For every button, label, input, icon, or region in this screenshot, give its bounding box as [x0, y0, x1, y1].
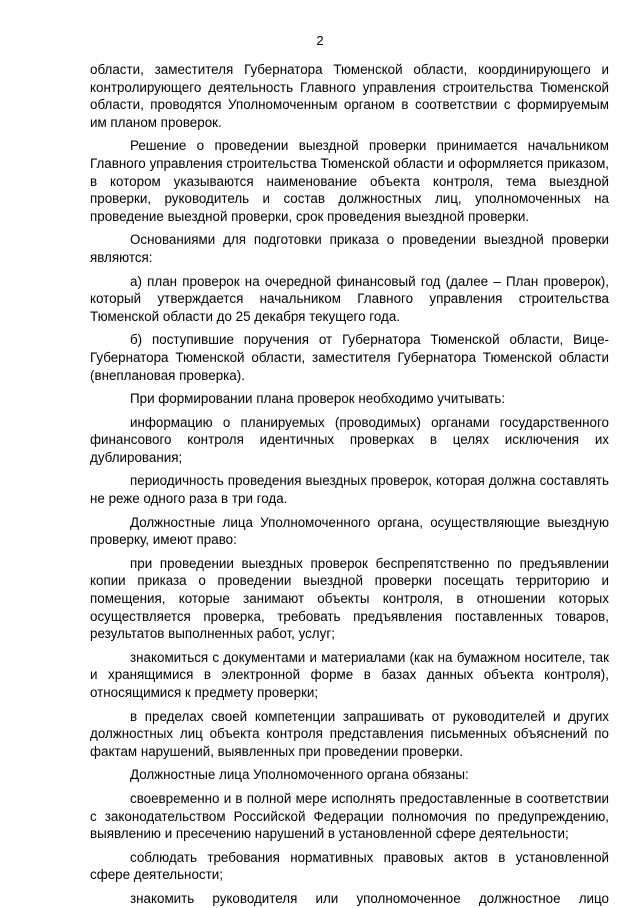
paragraph-obligation-inform: знакомить руководителя или уполномоченное должностное лицо: [130, 890, 609, 906]
paragraph-grounds: Основаниями для подготовки приказа о проведении выездной проверки являются:: [90, 232, 609, 265]
paragraph-plan-forming: При формировании плана проверок необходимо учитывать:: [130, 391, 506, 407]
paragraph-obligation-compliance: соблюдать требования нормативных правовых актов в установленной сфере деятельности;: [90, 849, 609, 883]
document-body: [90, 61, 609, 908]
paragraph-continuation: области, заместителя Губернатора Тюменской области, координирующего и контролирующего деятельность Главного управления строительства Тюменской области, проводятся Уполномоченным органом в соответствии с формируемым им планом проверок.: [90, 62, 609, 130]
paragraph-plan-frequency: периодичность проведения выездных проверок, которая должна составлять не реже одного раза в три года.: [90, 473, 609, 507]
paragraph-rights: Должностные лица Уполномоченного органа, осуществляющие выездную проверку, имеют право:: [90, 514, 609, 548]
paragraph-obligation-powers: своевременно и в полной мере исполнять предоставленные в соответствии с законодательством Российской Федерации полномочия по предупреждению, выявлению и пресечению нарушений в установленной сфере деятельности;: [90, 790, 609, 842]
paragraph-right-explanations: в пределах своей компетенции запрашивать от руководителей и других должностных лиц объекта контроля представления письменных объяснений по фактам нарушений, выявленных при проведении проверки.: [90, 708, 609, 759]
paragraph-ground-b: б) поступившие поручения от Губернатора Тюменской области, Вице-Губернатора Тюменской области, заместителя Губернатора Тюменской области (внеплановая проверка).: [90, 332, 609, 383]
page-number: 2: [316, 33, 324, 48]
paragraph-plan-info: информацию о планируемых (проводимых) органами государственного финансового контроля идентичных проверках в целях исключения их дублирования;: [90, 414, 609, 465]
paragraph-ground-a: а) план проверок на очередной финансовый год (далее – План проверок), который утверждается начальником Главного управления строительства Тюменской области до 25 декабря текущего года.: [90, 273, 609, 324]
paragraph-right-access: при проведении выездных проверок беспрепятственно по предъявлении копии приказа о проведении выездной проверки посещать территорию и помещения, которые занимают объекты контроля, в отношении которых осуществляется проверка, требовать предъявления поставленных товаров, результатов выполненных работ, услуг;: [90, 555, 609, 642]
paragraph-decision: Решение о проведении выездной проверки принимается начальником Главного управления строительства Тюменской области и оформляется приказом, в котором указываются наименование объекта контроля, тема выездной проверки, руководитель и состав должностных лиц, уполномоченных на проведение выездной проверки, срок проведения выездной проверки.: [90, 138, 609, 224]
paragraph-obligations: Должностные лица Уполномоченного органа обязаны:: [130, 767, 469, 783]
paragraph-right-documents: знакомиться с документами и материалами (как на бумажном носителе, так и хранящимися в электронной форме в базах данных объекта контроля), относящимися к предмету проверки;: [90, 649, 609, 700]
